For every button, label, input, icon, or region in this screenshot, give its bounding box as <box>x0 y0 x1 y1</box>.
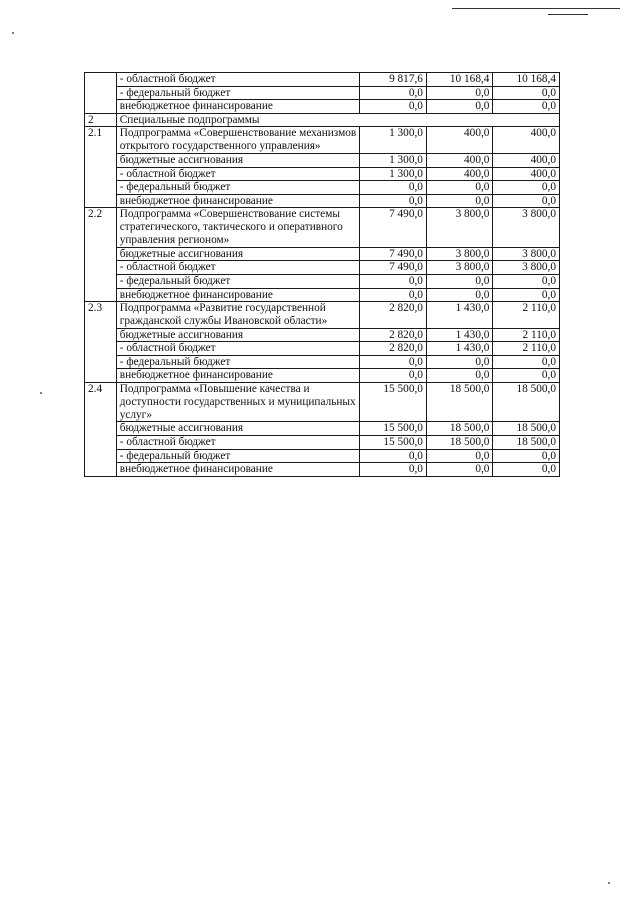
row-value-1: 7 490,0 <box>360 247 427 261</box>
row-value-2: 1 430,0 <box>426 342 493 356</box>
subprogram-title: Подпрограмма «Совершенствование системы стратегического, тактического и оперативного управления регионом» <box>116 208 360 247</box>
row-value-2: 400,0 <box>426 127 493 154</box>
row-value-1: 0,0 <box>360 100 427 114</box>
row-label: - федеральный бюджет <box>116 355 360 369</box>
row-label: бюджетные ассигнования <box>116 422 360 436</box>
row-value-3: 400,0 <box>493 167 560 181</box>
row-value-2: 0,0 <box>426 194 493 208</box>
scan-speck <box>40 392 42 394</box>
row-number: 2 <box>85 113 117 127</box>
table-row <box>85 194 560 208</box>
row-value-3: 2 110,0 <box>493 302 560 329</box>
row-value-1: 15 500,0 <box>360 422 427 436</box>
row-number: 2.3 <box>85 302 117 383</box>
row-value-2: 0,0 <box>426 449 493 463</box>
table-row <box>85 288 560 302</box>
row-value-2: 1 430,0 <box>426 328 493 342</box>
table-row <box>85 328 560 342</box>
row-value-1: 0,0 <box>360 288 427 302</box>
table-row <box>85 436 560 450</box>
row-value-3: 3 800,0 <box>493 208 560 247</box>
row-label: - федеральный бюджет <box>116 181 360 195</box>
row-value-1: 0,0 <box>360 274 427 288</box>
row-value-3: 3 800,0 <box>493 247 560 261</box>
table-row <box>85 463 560 477</box>
table-row <box>85 449 560 463</box>
row-number: 2.4 <box>85 383 117 477</box>
row-value-1: 0,0 <box>360 194 427 208</box>
row-label: внебюджетное финансирование <box>116 369 360 383</box>
row-value-2: 3 800,0 <box>426 261 493 275</box>
row-value-1: 0,0 <box>360 463 427 477</box>
row-value-3: 2 110,0 <box>493 342 560 356</box>
row-value-3: 0,0 <box>493 181 560 195</box>
table-row <box>85 369 560 383</box>
row-value-1: 0,0 <box>360 355 427 369</box>
row-label: - федеральный бюджет <box>116 449 360 463</box>
section-header-row <box>85 113 560 127</box>
row-label: - федеральный бюджет <box>116 274 360 288</box>
table-row <box>85 181 560 195</box>
row-value-3: 18 500,0 <box>493 422 560 436</box>
row-value-1: 1 300,0 <box>360 167 427 181</box>
subprogram-title: Подпрограмма «Повышение качества и доступности государственных и муниципальных услуг» <box>116 383 360 422</box>
row-value-2: 400,0 <box>426 167 493 181</box>
table-row <box>85 302 560 329</box>
table-row <box>85 73 560 87</box>
row-value-1: 0,0 <box>360 86 427 100</box>
scan-artifact-line <box>452 8 620 9</box>
row-value-2: 400,0 <box>426 153 493 167</box>
row-value-3: 10 168,4 <box>493 73 560 87</box>
row-value-1: 7 490,0 <box>360 208 427 247</box>
row-value-1: 2 820,0 <box>360 328 427 342</box>
row-value-1: 2 820,0 <box>360 342 427 356</box>
row-value-2: 0,0 <box>426 369 493 383</box>
row-label: внебюджетное финансирование <box>116 463 360 477</box>
row-value-3: 0,0 <box>493 369 560 383</box>
row-value-1: 0,0 <box>360 449 427 463</box>
row-label: - областной бюджет <box>116 167 360 181</box>
table-row <box>85 422 560 436</box>
row-value-3: 2 110,0 <box>493 328 560 342</box>
row-value-2: 18 500,0 <box>426 383 493 422</box>
row-value-1: 1 300,0 <box>360 127 427 154</box>
row-value-2: 0,0 <box>426 288 493 302</box>
row-value-3: 0,0 <box>493 288 560 302</box>
row-value-2: 10 168,4 <box>426 73 493 87</box>
scan-speck <box>608 882 610 884</box>
row-value-3: 0,0 <box>493 355 560 369</box>
row-value-3: 400,0 <box>493 153 560 167</box>
table-row <box>85 100 560 114</box>
subprogram-title: Подпрограмма «Развитие государственной гражданской службы Ивановской области» <box>116 302 360 329</box>
table-row <box>85 167 560 181</box>
table-row <box>85 208 560 247</box>
row-value-1: 15 500,0 <box>360 436 427 450</box>
row-value-2: 3 800,0 <box>426 247 493 261</box>
row-value-3: 0,0 <box>493 100 560 114</box>
row-number: 2.2 <box>85 208 117 302</box>
row-label: - областной бюджет <box>116 436 360 450</box>
row-value-2: 1 430,0 <box>426 302 493 329</box>
row-value-1: 0,0 <box>360 181 427 195</box>
row-value-2: 18 500,0 <box>426 436 493 450</box>
row-value-1: 0,0 <box>360 369 427 383</box>
subprogram-title: Подпрограмма «Совершенствование механизмов открытого государственного управления» <box>116 127 360 154</box>
scan-artifact-line <box>548 14 588 15</box>
row-number: 2.1 <box>85 127 117 208</box>
scan-speck <box>12 32 14 34</box>
row-label: - областной бюджет <box>116 342 360 356</box>
row-value-3: 18 500,0 <box>493 383 560 422</box>
row-label: внебюджетное финансирование <box>116 194 360 208</box>
row-value-3: 18 500,0 <box>493 436 560 450</box>
row-value-2: 3 800,0 <box>426 208 493 247</box>
row-value-1: 2 820,0 <box>360 302 427 329</box>
table-row <box>85 86 560 100</box>
row-value-3: 400,0 <box>493 127 560 154</box>
section-title: Специальные подпрограммы <box>116 113 559 127</box>
row-value-3: 0,0 <box>493 449 560 463</box>
row-value-3: 0,0 <box>493 86 560 100</box>
row-value-2: 0,0 <box>426 355 493 369</box>
table-row <box>85 127 560 154</box>
row-label: внебюджетное финансирование <box>116 288 360 302</box>
row-value-3: 0,0 <box>493 194 560 208</box>
table-row <box>85 342 560 356</box>
row-value-3: 0,0 <box>493 463 560 477</box>
row-value-2: 18 500,0 <box>426 422 493 436</box>
row-value-3: 3 800,0 <box>493 261 560 275</box>
row-value-2: 0,0 <box>426 463 493 477</box>
row-label: бюджетные ассигнования <box>116 247 360 261</box>
row-value-1: 7 490,0 <box>360 261 427 275</box>
row-label: - областной бюджет <box>116 73 360 87</box>
row-label: бюджетные ассигнования <box>116 153 360 167</box>
row-value-1: 1 300,0 <box>360 153 427 167</box>
table-row <box>85 383 560 422</box>
row-label: внебюджетное финансирование <box>116 100 360 114</box>
row-value-2: 0,0 <box>426 100 493 114</box>
row-label: - областной бюджет <box>116 261 360 275</box>
row-value-2: 0,0 <box>426 181 493 195</box>
row-value-1: 15 500,0 <box>360 383 427 422</box>
row-value-2: 0,0 <box>426 274 493 288</box>
table-row <box>85 355 560 369</box>
row-label: - федеральный бюджет <box>116 86 360 100</box>
table-row <box>85 153 560 167</box>
table-row <box>85 247 560 261</box>
table-row <box>85 274 560 288</box>
row-value-1: 9 817,6 <box>360 73 427 87</box>
budget-table <box>84 72 560 477</box>
table-row <box>85 261 560 275</box>
row-value-2: 0,0 <box>426 86 493 100</box>
row-number <box>85 73 117 114</box>
row-label: бюджетные ассигнования <box>116 328 360 342</box>
row-value-3: 0,0 <box>493 274 560 288</box>
